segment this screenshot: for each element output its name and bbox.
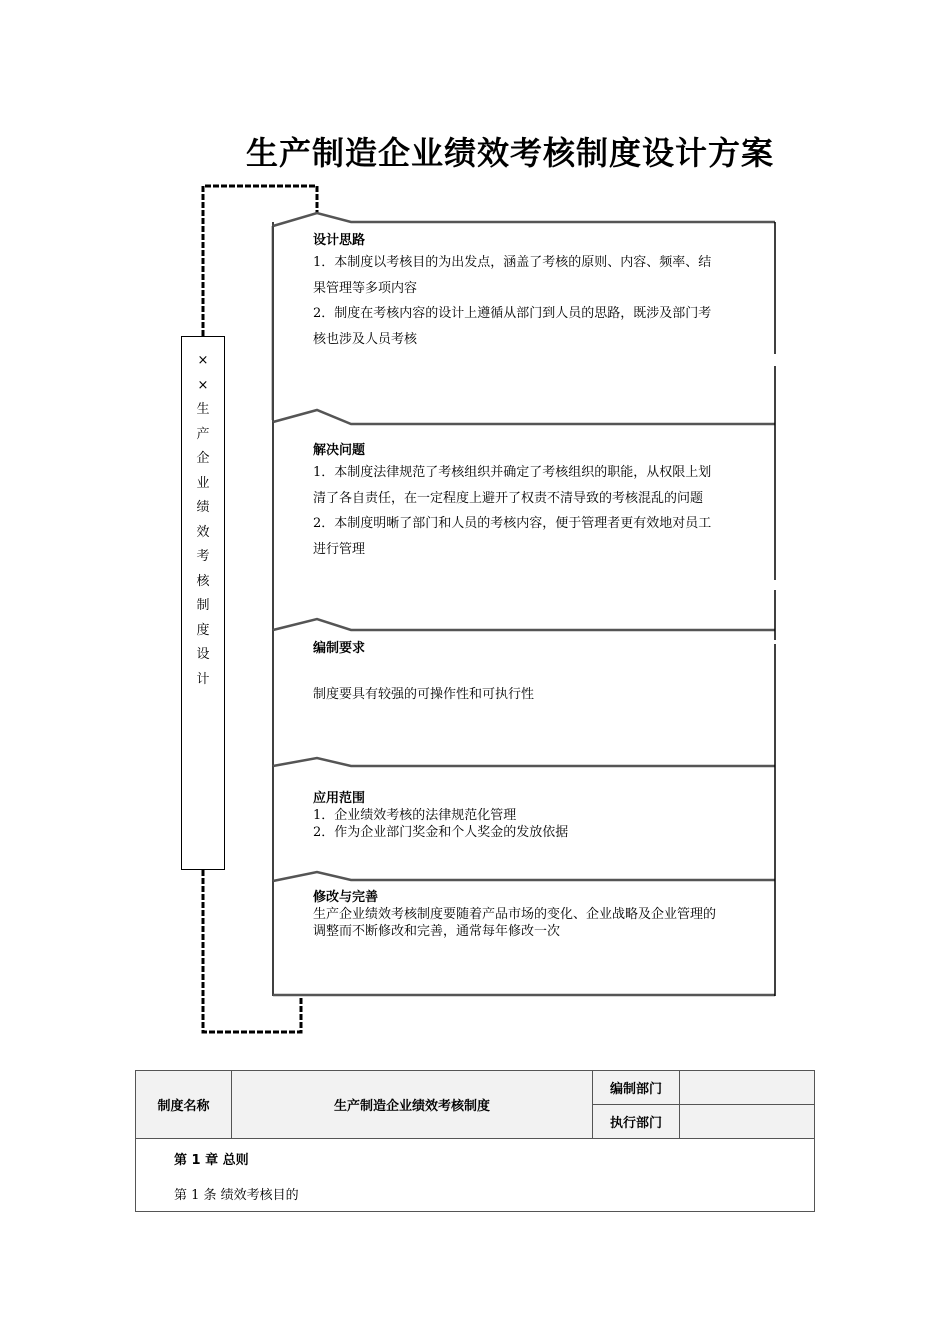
vertical-label-char: × <box>197 353 209 368</box>
dashed-connector-bottom <box>203 870 301 1032</box>
vertical-label-char: × <box>197 377 209 393</box>
section-line: 2．作为企业部门奖金和个人奖金的发放依据 <box>313 825 569 840</box>
dept-exec-label-cell: 执行部门 <box>593 1105 680 1139</box>
article-line: 第 1 条 绩效考核目的 <box>174 1188 299 1203</box>
section-line: 2．制度在考核内容的设计上遵循从部门到人员的思路，既涉及部门考 <box>313 306 712 321</box>
vertical-label-char: 产 <box>196 426 210 442</box>
dept-edit-label-cell: 编制部门 <box>593 1071 680 1105</box>
chapter-heading: 第 1 章 总则 <box>174 1153 249 1168</box>
section-problems-solved <box>313 439 768 562</box>
section-line: 1．企业绩效考核的法律规范化管理 <box>313 808 517 823</box>
panel-edge-3 <box>273 619 775 630</box>
section-line: 1．本制度法律规范了考核组织并确定了考核组织的职能，从权限上划 <box>313 465 712 480</box>
dept-exec-value-cell <box>680 1105 815 1139</box>
vertical-label-char: 制 <box>196 598 210 613</box>
vertical-label-box <box>181 336 225 870</box>
section-line: 进行管理 <box>313 541 366 557</box>
panel-edge-1 <box>273 213 775 226</box>
section-heading: 编制要求 <box>313 641 366 656</box>
section-line: 制度要具有较强的可操作性和可执行性 <box>313 687 535 702</box>
vertical-label-char: 度 <box>196 622 210 638</box>
dept-edit-value-cell <box>680 1071 815 1105</box>
vertical-label-char: 生 <box>196 402 210 417</box>
panel-edge-4 <box>273 758 775 766</box>
section-heading: 设计思路 <box>313 233 366 248</box>
vertical-label <box>182 349 224 692</box>
section-scope <box>313 790 768 841</box>
vertical-label-char: 考 <box>196 549 210 564</box>
section-line: 2．本制度明晰了部门和人员的考核内容，便于管理者更有效地对员工 <box>313 516 712 531</box>
panel-edge-2 <box>273 410 775 424</box>
vertical-label-char: 效 <box>196 524 210 540</box>
policy-info-table <box>135 1070 815 1212</box>
dashed-connector-top <box>203 186 317 336</box>
section-line: 清了各自责任，在一定程度上避开了权责不清导致的考核混乱的问题 <box>313 490 704 506</box>
panel-edge-5 <box>273 872 775 881</box>
section-line: 1．本制度以考核目的为出发点，涵盖了考核的原则、内容、频率、结 <box>313 255 712 270</box>
vertical-label-char: 计 <box>196 671 210 687</box>
name-label-cell: 制度名称 <box>136 1071 232 1139</box>
section-line: 调整而不断修改和完善，通常每年修改一次 <box>313 924 561 939</box>
vertical-label-char: 设 <box>196 647 210 662</box>
section-heading: 解决问题 <box>313 443 366 458</box>
section-line: 果管理等多项内容 <box>313 280 418 296</box>
policy-body-cell <box>136 1139 815 1212</box>
section-design-approach <box>313 229 768 352</box>
section-revision <box>313 889 768 940</box>
section-heading: 修改与完善 <box>313 890 379 905</box>
section-line: 核也涉及人员考核 <box>313 331 418 347</box>
page-title: 生产制造企业绩效考核制度设计方案 <box>245 134 774 172</box>
vertical-label-char: 核 <box>196 573 210 589</box>
section-line: 生产企业绩效考核制度要随着产品市场的变化、企业战略及企业管理的 <box>313 907 717 922</box>
vertical-label-char: 企 <box>196 451 210 466</box>
vertical-label-char: 业 <box>196 475 210 491</box>
section-heading: 应用范围 <box>313 791 366 806</box>
vertical-label-char: 绩 <box>196 500 210 515</box>
section-requirements <box>313 639 768 705</box>
name-value-cell: 生产制造企业绩效考核制度 <box>232 1071 593 1139</box>
